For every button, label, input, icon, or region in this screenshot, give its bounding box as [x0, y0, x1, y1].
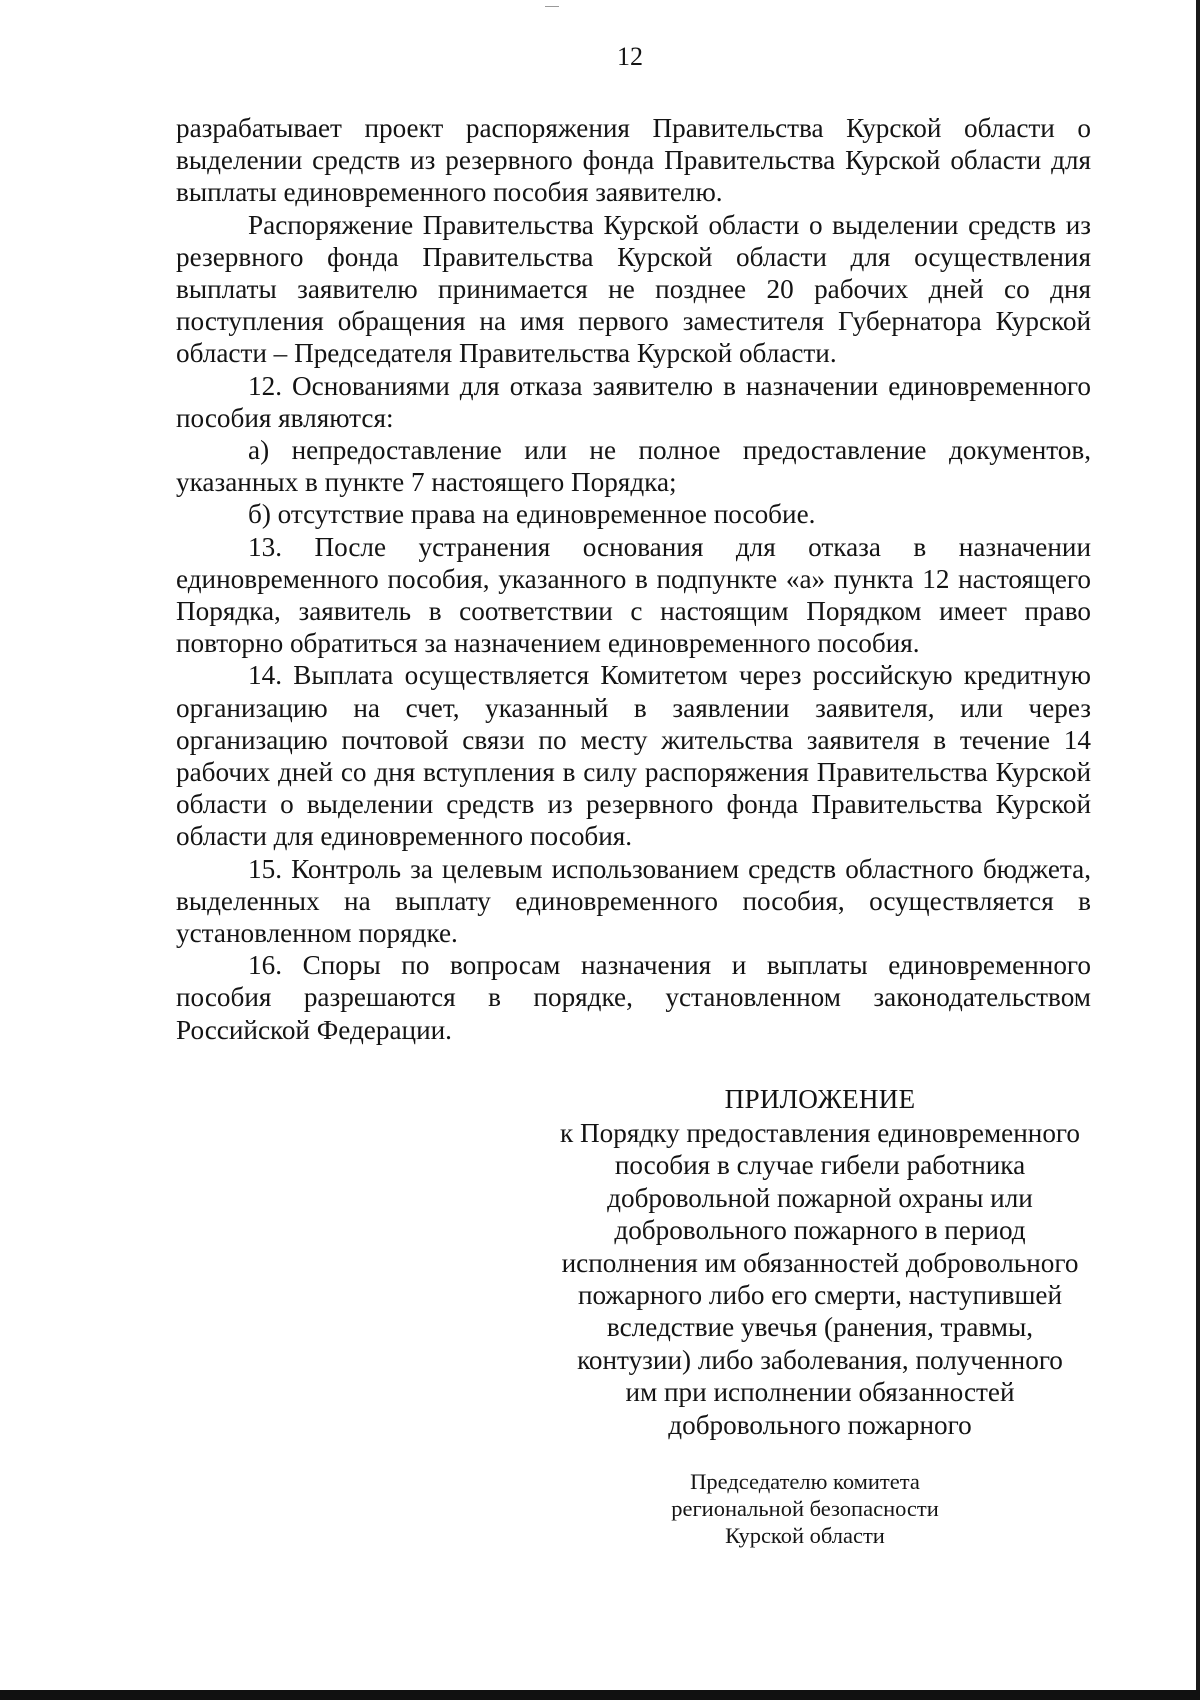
appendix-line: контузии) либо заболевания, полученного [577, 1344, 1063, 1375]
paragraph-subitem-a: а) непредоставление или не полное предоставление документов, указанных в пункте 7 настоящего Порядка; [176, 435, 1091, 498]
appendix-subtitle [545, 1117, 1095, 1441]
appendix-line: пособия в случае гибели работника [614, 1150, 1026, 1181]
appendix-line: им при исполнении обязанностей [625, 1377, 1015, 1408]
page-number: 12 [617, 42, 643, 71]
paragraph-item-12: 12. Основаниями для отказа заявителю в назначении единовременного пособия являются: [176, 370, 1091, 433]
addressee-line: Председателю комитета [690, 1469, 920, 1494]
appendix-line: вследствие увечья (ранения, травмы, [606, 1312, 1034, 1343]
appendix-line: пожарного либо его смерти, наступившей [577, 1280, 1063, 1311]
paragraph-1: разрабатывает проект распоряжения Правительства Курской области о выделении средств из резервного фонда Правительства Курской области для выплаты единовременного пособия заявителю. [176, 113, 1091, 208]
addressee-block [600, 1468, 1010, 1549]
appendix-line: исполнения им обязанностей добровольного [561, 1247, 1079, 1278]
scan-edge-bottom [0, 1690, 1200, 1700]
paragraph-subitem-b: б) отсутствие права на единовременное пособие. [248, 499, 816, 530]
body-text [176, 112, 1091, 1046]
appendix-title: ПРИЛОЖЕНИЕ [724, 1084, 916, 1114]
paragraph-item-14: 14. Выплата осуществляется Комитетом через российскую кредитную организацию на счет, указанный в заявлении заявителя, или через организацию почтовой связи по месту жительства заявителя в течение 14 рабочих дней со дня вступления в силу распоряжения Правительства Курской области о выделении средств из резервного фонда Правительства Курской области для единовременного пособия. [176, 660, 1091, 852]
paragraph-item-16: 16. Споры по вопросам назначения и выплаты единовременного пособия разрешаются в порядке, установленном законодательством Российской Федерации. [176, 950, 1091, 1045]
appendix-line: добровольной пожарной охраны или [607, 1182, 1033, 1213]
appendix-line: добровольного пожарного в период [614, 1215, 1026, 1246]
addressee-line: региональной безопасности [671, 1496, 939, 1521]
paragraph-item-15: 15. Контроль за целевым использованием средств областного бюджета, выделенных на выплату единовременного пособия, осуществляется в установленном порядке. [176, 853, 1091, 949]
addressee-line: Курской области [725, 1523, 885, 1548]
scan-mark [545, 6, 559, 7]
appendix-line: добровольного пожарного [668, 1409, 972, 1440]
scan-edge-right [1196, 0, 1200, 1700]
paragraph-item-13: 13. После устранения основания для отказа в назначении единовременного пособия, указанного в подпункте «а» пункта 12 настоящего Порядка, заявитель в соответствии с настоящим Порядком имеет право повторно обратиться за назначением единовременного пособия. [176, 531, 1091, 659]
appendix-line: к Порядку предоставления единовременного [560, 1118, 1080, 1148]
paragraph-2: Распоряжение Правительства Курской области о выделении средств из резервного фонда Правительства Курской области для осуществления выплаты заявителю принимается не позднее 20 рабочих дней со дня поступления обращения на имя первого заместителя Губернатора Курской области – Председателя Правительства Курской области. [176, 209, 1091, 369]
